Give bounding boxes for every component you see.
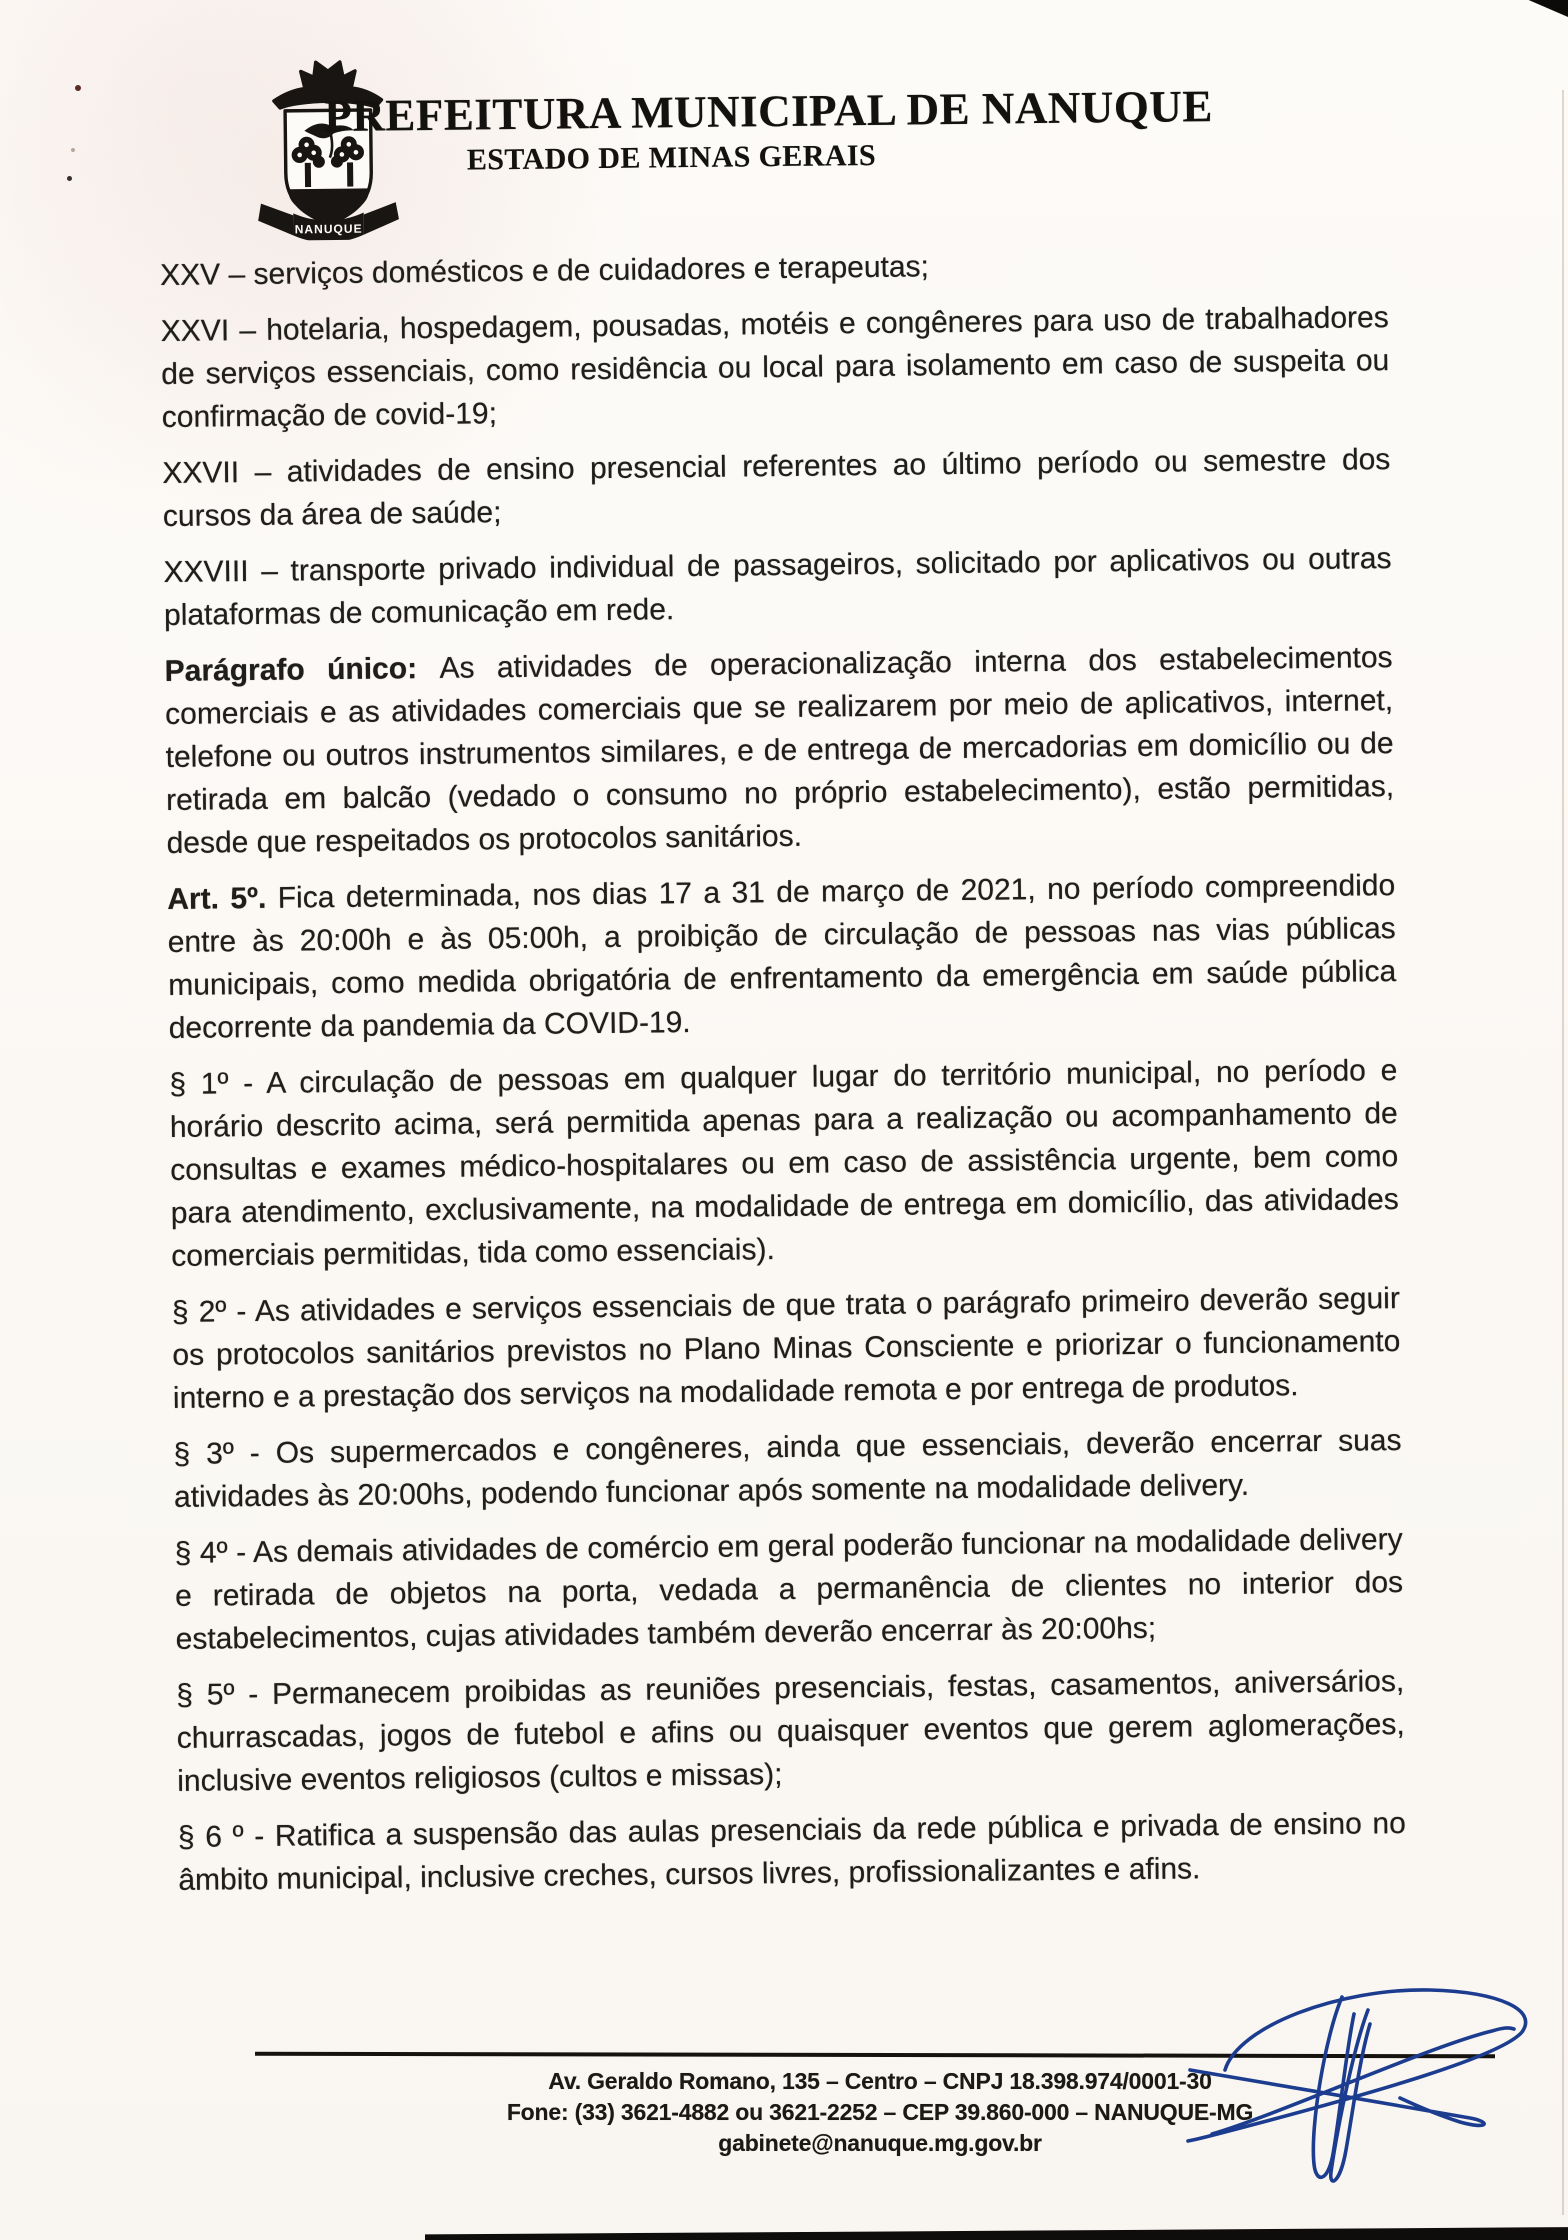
- clause-text: § 2º - As atividades e serviços essenciais de que trata o parágrafo primeiro deverão seguir os protocolos sanitários previstos no Plano Minas Consciente e priorizar o funcionamento interno e a prestação dos serviços na modalidade remota e por entrega de produtos.: [171, 1282, 1401, 1415]
- clause-text: XXVIII – transporte privado individual de passageiros, solicitado por aplicativos ou outras plataformas de comunicação em rede.: [163, 542, 1392, 632]
- clause-text: XXV – serviços domésticos e de cuidadores e terapeutas;: [159, 250, 930, 292]
- paragrafo-unico: [164, 636, 1394, 865]
- clause-text: Fica determinada, nos dias 17 a 31 de março de 2021, no período compreendido entre às 20:00h e às 05:00h, a proibição de circulação de pessoas nas vias públicas municipais, como medida obrigatória de enfrentamento da emergência em saúde pública decorrente da pandemia da COVID-19.: [167, 869, 1397, 1045]
- clause-text: As atividades de operacionalização interna dos estabelecimentos comerciais e as atividades comerciais que se realizarem por meio de aplicativos, internet, telefone ou outros instrumentos similares, e de entrega de mercadorias em domicílio ou de retirada em balcão (vedado o consumo no próprio estabelecimento), estão permitidas, desde que respeitados os protocolos sanitários.: [164, 641, 1395, 860]
- clause-xxviii: [163, 537, 1392, 637]
- clause-text: § 3º - Os supermercados e congêneres, ainda que essenciais, deverão encerrar suas atividades às 20:00hs, podendo funcionar após somente na modalidade delivery.: [173, 1423, 1402, 1514]
- clause-xxv: [160, 240, 1388, 297]
- scan-corner-artifact: [1520, 0, 1568, 17]
- page-subtitle: ESTADO DE MINAS GERAIS: [466, 138, 877, 177]
- ribbon-text: NANUQUE: [294, 221, 363, 237]
- scan-dust-speck: [75, 85, 81, 91]
- clause-lead: Parágrafo único:: [164, 651, 440, 688]
- handwritten-signature: [1128, 1940, 1560, 2204]
- clause-xxvi: [161, 296, 1390, 439]
- clause-text: XXVI – hotelaria, hospedagem, pousadas, motéis e congêneres para uso de trabalhadores de serviços essenciais, como residência ou local para isolamento em caso de suspeita ou confirmação de covid-19;: [160, 301, 1390, 434]
- paragrafo-1: [169, 1049, 1399, 1278]
- scan-dust-speck: [71, 148, 75, 152]
- clause-text: XXVII – atividades de ensino presencial referentes ao último período ou semestre dos cursos da área de saúde;: [162, 443, 1391, 533]
- document-body: [160, 240, 1407, 1915]
- paragrafo-2: [172, 1277, 1401, 1420]
- footer-address-line: Av. Geraldo Romano, 135 – Centro – CNPJ 18.398.974/0001-30: [548, 2068, 1212, 2094]
- clause-xxvii: [162, 438, 1391, 538]
- scan-edge-artifact: [425, 2226, 1568, 2240]
- artigo-5: [167, 864, 1397, 1050]
- footer-email: gabinete@nanuque.mg.gov.br: [718, 2130, 1042, 2156]
- scan-edge-line: [1562, 90, 1564, 2215]
- paragrafo-6: [178, 1802, 1407, 1902]
- paragrafo-4: [174, 1518, 1403, 1661]
- clause-text: § 1º - A circulação de pessoas em qualquer lugar do território municipal, no período e horário descrito acima, será permitida apenas para a realização ou acompanhamento de consultas e exames médico-hospitalares ou em caso de assistência urgente, bem como para atendimento, exclusivamente, na modalidade de entrega em domicílio, das atividades comerciais permitidas, tida como essenciais).: [169, 1054, 1399, 1273]
- page-title: PREFEITURA MUNICIPAL DE NANUQUE: [324, 81, 1214, 142]
- scan-dust-speck: [67, 176, 72, 181]
- clause-text: § 5º - Permanecem proibidas as reuniões presenciais, festas, casamentos, aniversários, churrascadas, jogos de futebol e afins ou quaisquer eventos que gerem aglomerações, inclusive eventos religiosos (cultos e missas);: [176, 1664, 1405, 1798]
- clause-text: § 6 º - Ratifica a suspensão das aulas presenciais da rede pública e privada de ensino no âmbito municipal, inclusive creches, cursos livres, profissionalizantes e afins.: [177, 1806, 1407, 1897]
- clause-lead: Art. 5º.: [167, 881, 278, 916]
- clause-text: § 4º - As demais atividades de comércio em geral poderão funcionar na modalidade delivery e retirada de objetos na porta, vedada a permanência de clientes no interior dos estabelecimentos, cujas atividades também deverão encerrar às 20:00hs;: [174, 1522, 1404, 1656]
- paragrafo-3: [173, 1419, 1402, 1519]
- footer-phone-line: Fone: (33) 3621-4882 ou 3621-2252 – CEP 39.860-000 – NANUQUE-MG: [506, 2099, 1254, 2125]
- nanuque-coat-of-arms-logo: [251, 53, 405, 241]
- paragrafo-5: [176, 1660, 1405, 1803]
